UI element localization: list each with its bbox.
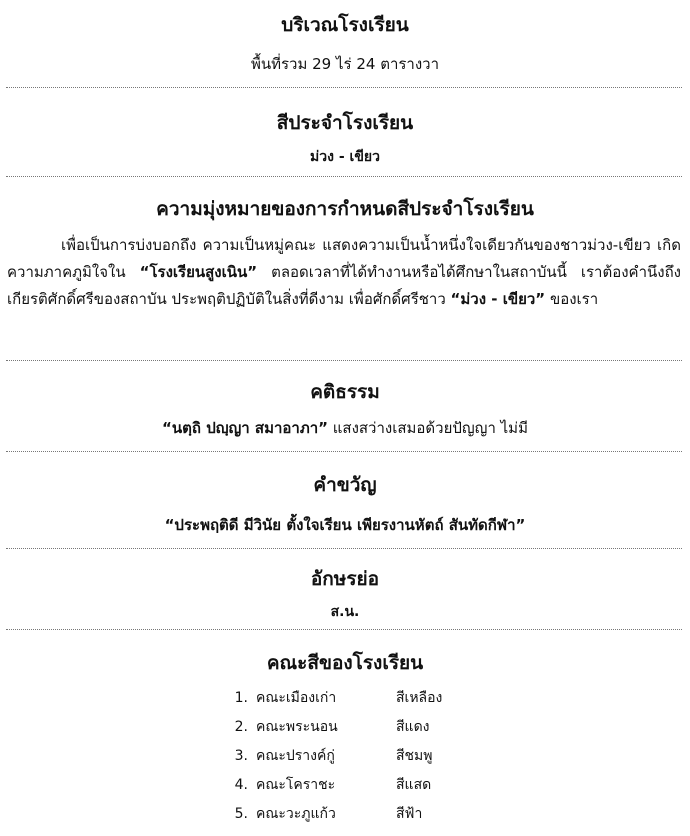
- divider: [6, 629, 682, 630]
- meaning-text-2: ตลอดเวลาที่ได้ทำงานหรือได้ศึกษาในสถาบันนี้ เราต้องคำนึงถึงเกียรติศักดิ์ศรีของสถาบัน ประพฤติปฏิบัติในสิ่งที่ดีงาม เพื่อศักดิ์ศรีชาว: [7, 263, 681, 308]
- maxim-title: คติธรรม: [310, 381, 380, 403]
- area-title: บริเวณโรงเรียน: [281, 14, 409, 36]
- maxim-line: [0, 416, 690, 440]
- motto-title: คำขวัญ: [313, 474, 377, 496]
- area-text: พื้นที่รวม 29 ไร่ 24 ตารางวา: [250, 55, 440, 73]
- colors-text: ม่วง - เขียว: [310, 149, 380, 165]
- house-color: สีแสด: [396, 777, 432, 793]
- list-item: [220, 684, 486, 713]
- list-item: [220, 771, 486, 800]
- house-name: คณะเมืองเก่า: [256, 690, 337, 706]
- divider: [6, 451, 682, 452]
- house-name: คณะปรางค์กู่: [256, 748, 335, 764]
- list-item: [220, 742, 486, 771]
- house-number: 2.: [234, 719, 248, 735]
- colors-quote: “ม่วง - เขียว”: [450, 290, 546, 308]
- house-color: สีเหลือง: [396, 690, 443, 706]
- house-color: สีชมพู: [396, 748, 433, 764]
- abbreviation-title: อักษรย่อ: [310, 568, 380, 590]
- motto-text: “ประพฤติดี มีวินัย ตั้งใจเรียน เพียรงานหัตถ์ สันทัดกีฬา”: [164, 516, 526, 534]
- motto-line: [0, 513, 690, 537]
- house-name: คณะวะภูแก้ว: [256, 806, 336, 822]
- house-name: คณะโคราชะ: [256, 777, 336, 793]
- meaning-text-3: ของเรา: [545, 290, 599, 308]
- abbreviation-text: ส.น.: [330, 604, 360, 620]
- meaning-title: ความมุ่งหมายของการกำหนดสีประจำโรงเรียน: [156, 198, 534, 220]
- house-number: 5.: [234, 806, 248, 822]
- house-number: 4.: [234, 777, 248, 793]
- maxim-pali: “นตฺถิ ปญฺญา สมาอาภา”: [162, 419, 328, 437]
- colors-title: สีประจำโรงเรียน: [276, 112, 414, 134]
- divider: [6, 87, 682, 88]
- divider: [6, 360, 682, 361]
- divider: [6, 176, 682, 177]
- houses-list: [220, 684, 486, 829]
- house-number: 3.: [234, 748, 248, 764]
- list-item: [220, 713, 486, 742]
- maxim-meaning: แสงสว่างเสมอด้วยปัญญา ไม่มี: [327, 419, 528, 437]
- divider: [6, 548, 682, 549]
- meaning-paragraph: [7, 232, 681, 313]
- house-name: คณะพระนอน: [256, 719, 338, 735]
- house-color: สีแดง: [396, 719, 430, 735]
- list-item: [220, 800, 486, 829]
- house-color: สีฟ้า: [396, 806, 423, 822]
- house-number: 1.: [234, 690, 248, 706]
- meaning-text-1: เพื่อเป็นการบ่งบอกถึง ความเป็นหมู่คณะ แสดงความเป็นน้ำหนึ่งใจเดียวกันของชาวม่วง-เขียว เกิดความภาคภูมิใจใน: [7, 236, 681, 281]
- houses-title: คณะสีของโรงเรียน: [266, 652, 424, 674]
- school-name: “โรงเรียนสูงเนิน”: [139, 263, 258, 281]
